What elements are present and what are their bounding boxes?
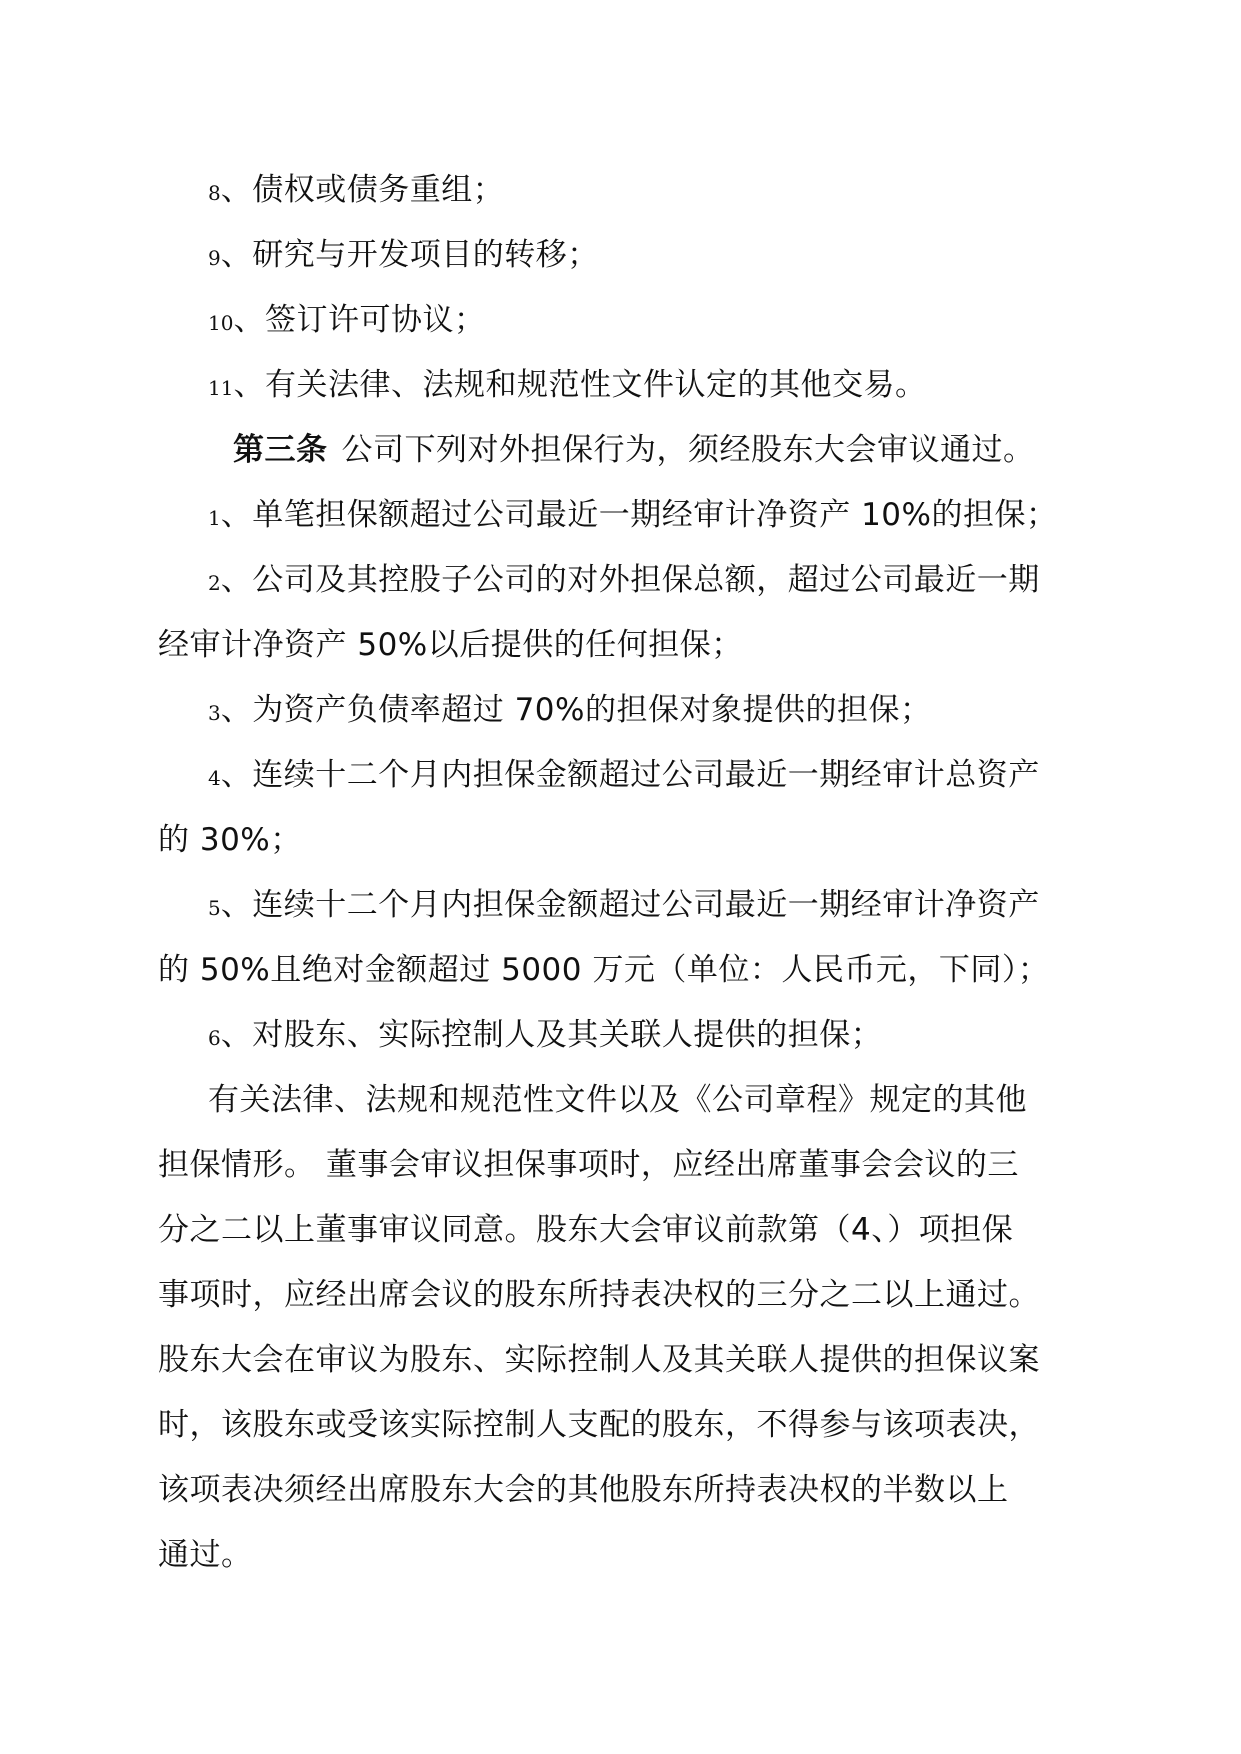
guarantee-item-5 <box>158 873 1088 938</box>
guarantee-item-2-continued <box>158 613 1088 678</box>
article-text: 公司下列对外担保行为，须经股东大会审议通过。 <box>341 432 1035 468</box>
closing-paragraph-line: 该项表决须经出席股东大会的其他股东所持表决权的半数以上 <box>158 1472 1009 1508</box>
list-item-number: 6 <box>208 1026 221 1050</box>
list-item-number: 4 <box>208 766 221 790</box>
list-item-text: 、单笔担保额超过公司最近一期经审计净资产 10%的担保； <box>220 497 1058 533</box>
closing-paragraph-line: 担保情形。 董事会审议担保事项时，应经出席董事会会议的三 <box>158 1147 1019 1183</box>
list-item-number: 11 <box>208 376 234 400</box>
guarantee-item-3 <box>158 678 1088 743</box>
list-item-number: 2 <box>208 571 221 595</box>
list-item-number: 10 <box>208 311 234 335</box>
document-body <box>158 158 1088 1588</box>
list-item-number: 9 <box>208 246 221 270</box>
article-title: 第三条 <box>233 432 328 468</box>
list-item-text: 、债权或债务重组； <box>220 172 505 208</box>
list-item-number: 3 <box>208 701 221 725</box>
closing-paragraph-line: 有关法律、法规和规范性文件以及《公司章程》规定的其他 <box>208 1082 1027 1118</box>
guarantee-item-1 <box>158 483 1088 548</box>
list-item-text: 、连续十二个月内担保金额超过公司最近一期经审计净资产 <box>220 887 1040 923</box>
list-item-9 <box>158 223 1088 288</box>
list-item-text: 、公司及其控股子公司的对外担保总额，超过公司最近一期 <box>220 562 1040 598</box>
guarantee-item-2 <box>158 548 1088 613</box>
list-item-text: 、为资产负债率超过 70%的担保对象提供的担保； <box>220 692 932 728</box>
list-item-text: 的 30%； <box>158 822 302 858</box>
article-three <box>158 418 1088 483</box>
closing-paragraph-line: 通过。 <box>158 1537 253 1573</box>
closing-paragraph-line: 股东大会在审议为股东、实际控制人及其关联人提供的担保议案 <box>158 1342 1040 1378</box>
list-item-number: 1 <box>208 506 221 530</box>
list-item-text: 的 50%且绝对金额超过 5000 万元（单位：人民币元，下同）； <box>158 952 1050 988</box>
list-item-number: 5 <box>208 896 221 920</box>
closing-paragraph-line: 事项时，应经出席会议的股东所持表决权的三分之二以上通过。 <box>158 1277 1040 1313</box>
list-item-text: 、研究与开发项目的转移； <box>220 237 599 273</box>
guarantee-item-6 <box>158 1003 1088 1068</box>
closing-paragraph-line: 分之二以上董事审议同意。股东大会审议前款第（4、）项担保 <box>158 1212 1014 1248</box>
list-item-number: 8 <box>208 181 221 205</box>
list-item-text: 经审计净资产 50%以后提供的任何担保； <box>158 627 743 663</box>
list-item-text: 、连续十二个月内担保金额超过公司最近一期经审计总资产 <box>220 757 1040 793</box>
list-item-11 <box>158 353 1088 418</box>
guarantee-item-4-continued <box>158 808 1088 873</box>
list-item-text: 、签订许可协议； <box>233 302 486 338</box>
list-item-8 <box>158 158 1088 223</box>
closing-paragraph-line: 时，该股东或受该实际控制人支配的股东，不得参与该项表决， <box>158 1407 1040 1443</box>
list-item-text: 、对股东、实际控制人及其关联人提供的担保； <box>220 1017 883 1053</box>
guarantee-item-4 <box>158 743 1088 808</box>
guarantee-item-5-continued <box>158 938 1088 1003</box>
list-item-text: 、有关法律、法规和规范性文件认定的其他交易。 <box>233 367 927 403</box>
list-item-10 <box>158 288 1088 353</box>
